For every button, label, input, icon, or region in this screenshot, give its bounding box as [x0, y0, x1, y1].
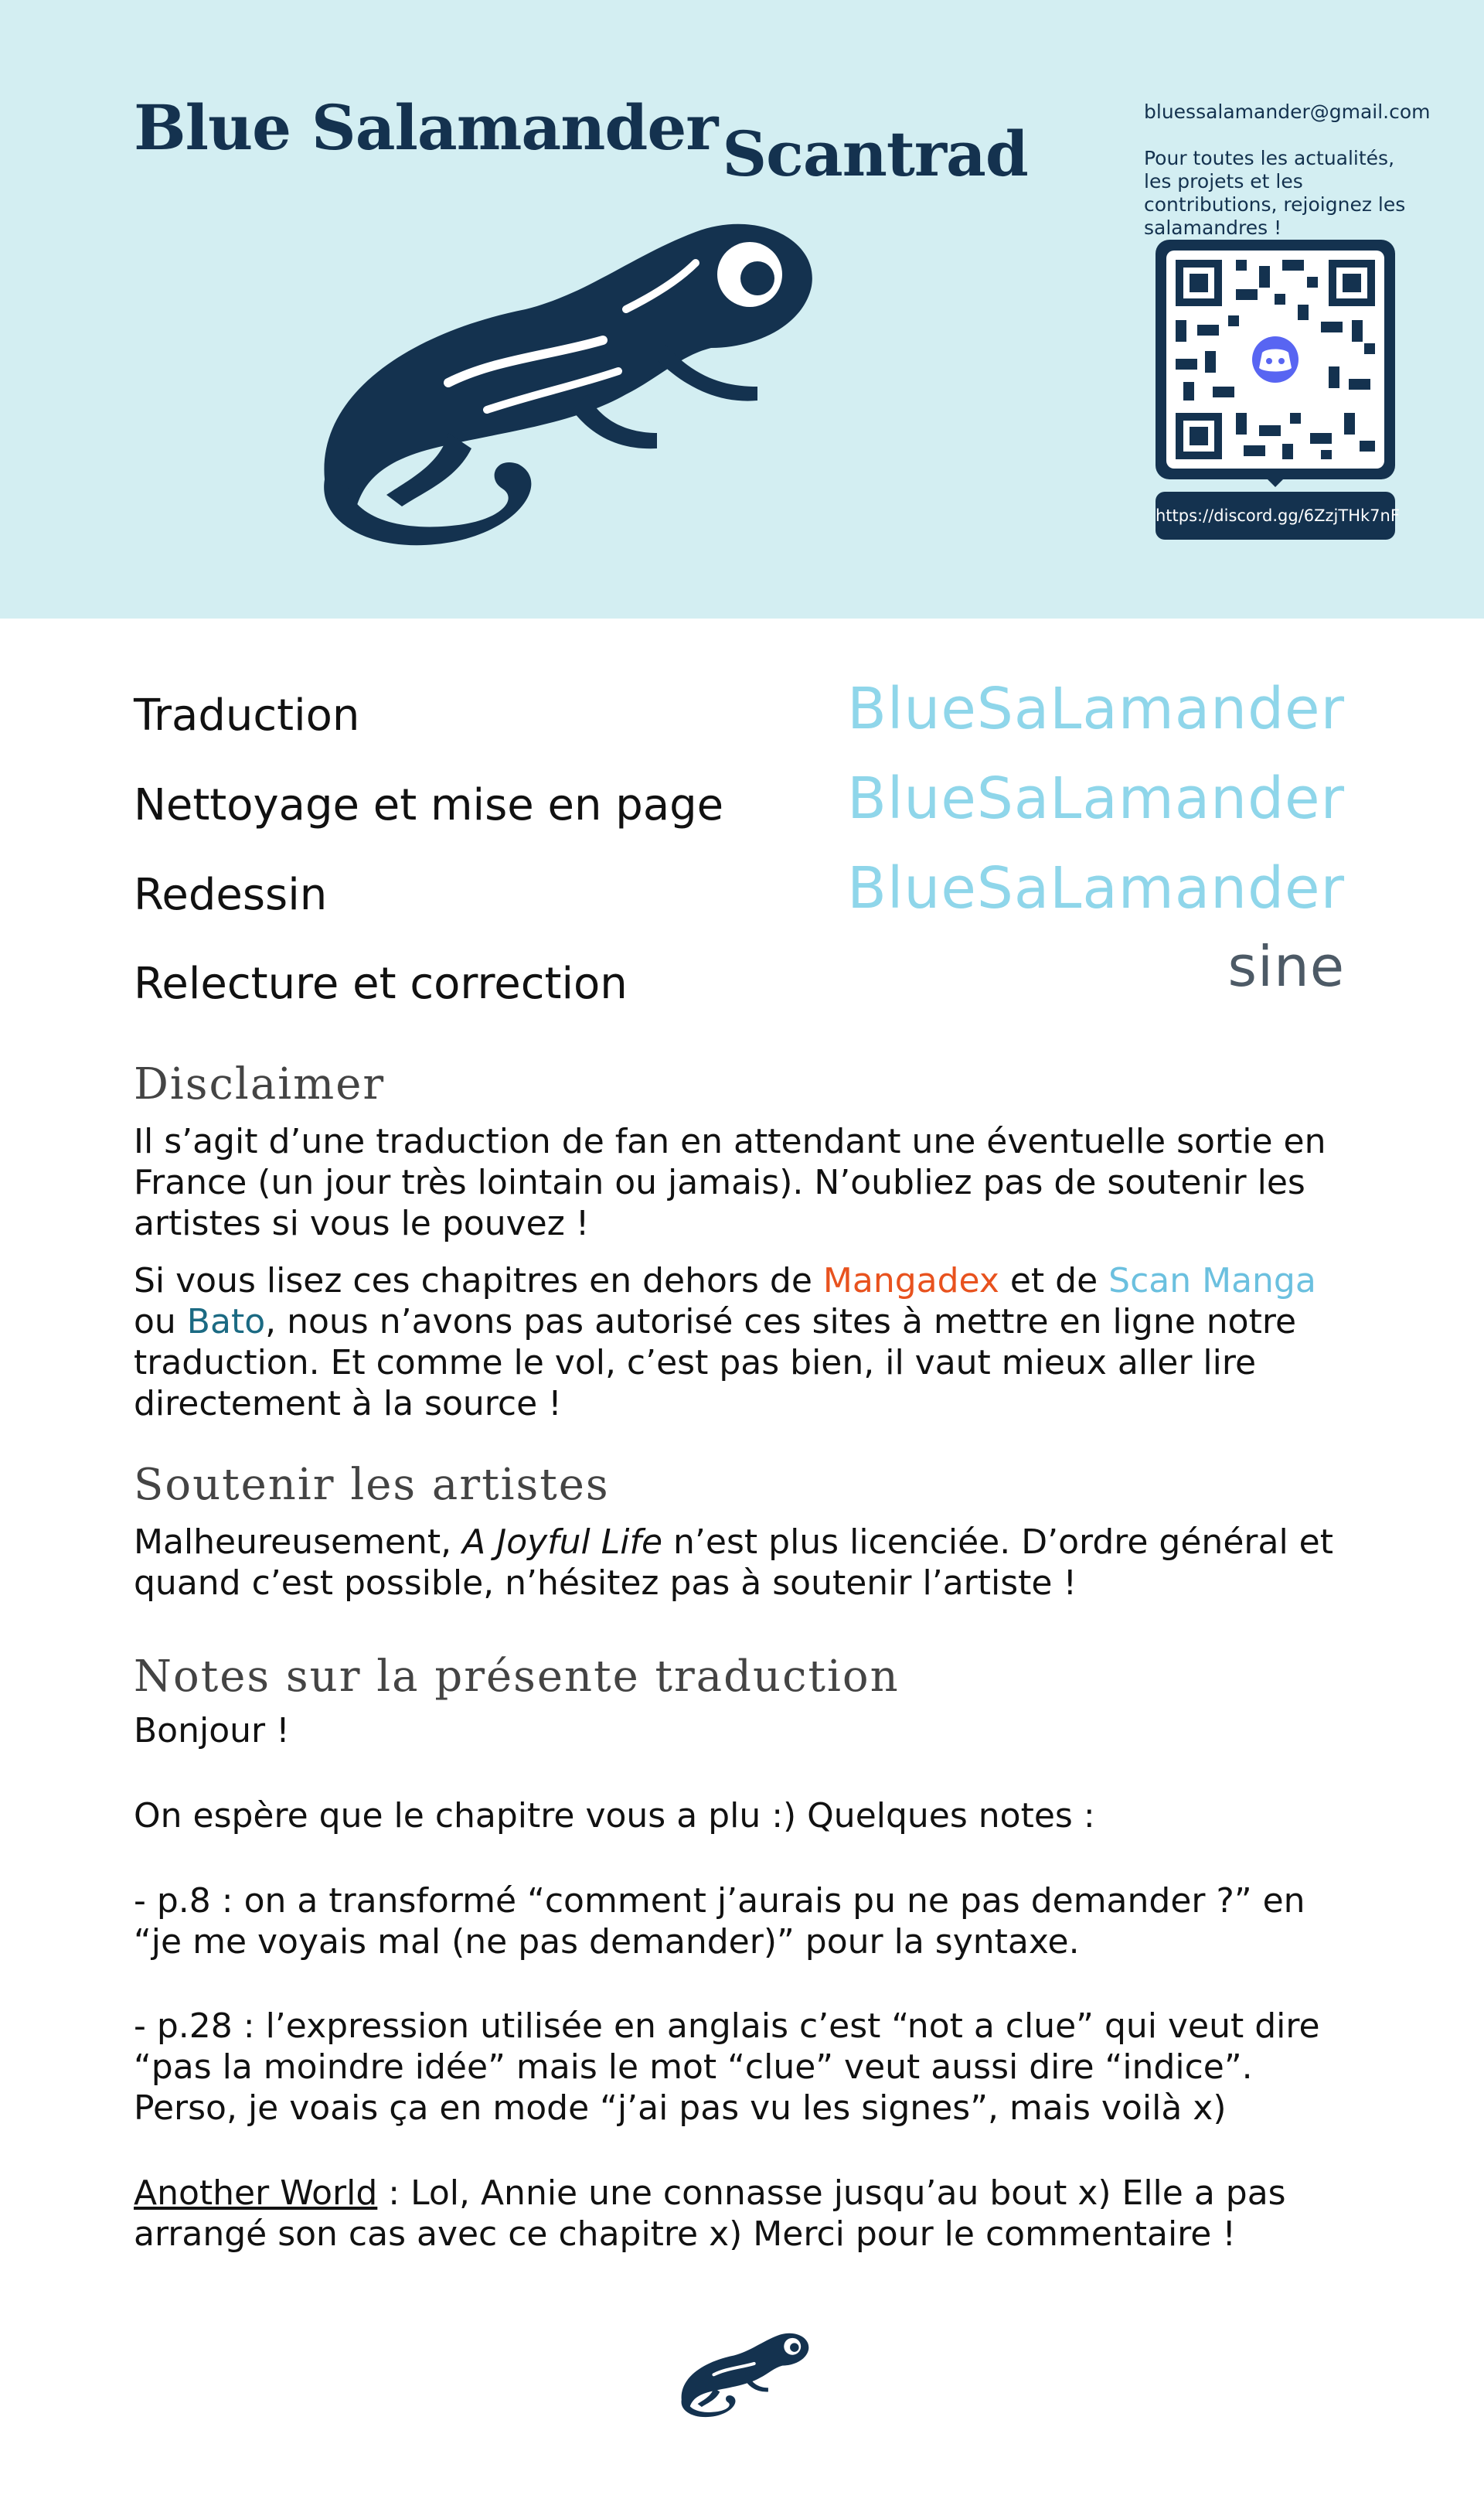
scanmanga-link[interactable]: Scan Manga: [1108, 1261, 1316, 1300]
credit-label-translation: Traduction: [134, 690, 360, 741]
text-span: Malheureusement,: [134, 1522, 463, 1562]
credit-value-translation: BlueSaLamander: [847, 676, 1345, 742]
brand-subtitle: Scantrad: [722, 118, 1028, 190]
note-page-28: - p.28 : l’expression utilisée en anglais c’est “not a clue” qui veut dire “pas la moindre idée” mais le mot “clue” veut aussi dire “indice”. Perso, je voais ça en mode “j’ai pas vu les signes”, mais voilà x): [134, 2006, 1320, 2128]
brand-title: [134, 91, 1028, 190]
notes-intro: On espère que le chapitre vous a plu :) Quelques notes :: [134, 1796, 1095, 1836]
notes-greeting: Bonjour !: [134, 1711, 290, 1750]
text-span: Si vous lisez ces chapitres en dehors de: [134, 1261, 823, 1300]
notes-title: Notes sur la présente traduction: [134, 1652, 900, 1702]
text-span: , nous n’avons pas autorisé ces sites à mettre en ligne notre traduction. Et comme le vol, c’est pas bien, il vaut mieux aller lire directement à la source !: [134, 1302, 1297, 1423]
credit-label-redraw: Redessin: [134, 870, 328, 920]
salamander-footer-icon: [672, 2327, 812, 2420]
text-span: ou: [134, 1302, 187, 1341]
mangadex-link[interactable]: Mangadex: [822, 1261, 999, 1300]
note-page-8: - p.8 : on a transformé “comment j’aurais pu ne pas demander ?” en “je me voyais mal (ne pas demander)” pour la syntaxe.: [134, 1881, 1305, 1962]
support-paragraph: [134, 1522, 1355, 1604]
support-title: Soutenir les artistes: [134, 1460, 610, 1510]
credit-value-redraw: BlueSaLamander: [847, 855, 1345, 922]
disclaimer-paragraph-2: [134, 1260, 1355, 1424]
text-span: : Lol, Annie une connasse jusqu’au bout x) Elle a pas arrangé son cas avec ce chapitre x) Merci pour le commentaire !: [134, 2173, 1286, 2254]
disclaimer-paragraph-1: Il s’agit d’une traduction de fan en attendant une éventuelle sortie en France (un jour très lointain ou jamais). N’oubliez pas de soutenir les artistes si vous le pouvez !: [134, 1122, 1326, 1243]
salamander-logo-icon: [294, 201, 819, 557]
discord-qr-code[interactable]: [1156, 240, 1395, 479]
credit-label-proofreading: Relecture et correction: [134, 959, 628, 1009]
contact-email[interactable]: bluessalamander@gmail.com: [1144, 101, 1431, 123]
series-title: A Joyful Life: [462, 1522, 663, 1562]
text-span: et de: [999, 1261, 1109, 1300]
qr-pointer: [1266, 478, 1285, 487]
qr-code-icon: [1166, 251, 1384, 469]
header-banner: [0, 0, 1484, 619]
disclaimer-title: Disclaimer: [134, 1059, 386, 1110]
brand-name: Blue Salamander: [134, 91, 718, 164]
credit-label-cleaning: Nettoyage et mise en page: [134, 780, 724, 830]
credit-value-cleaning: BlueSaLamander: [847, 765, 1345, 832]
commenter-name: Another World: [134, 2173, 378, 2213]
discord-link[interactable]: https://discord.gg/6ZzjTHk7nF: [1156, 492, 1395, 540]
comment-reply: [134, 2173, 1355, 2255]
discord-tagline: Pour toutes les actualités, les projets et les contributions, rejoignez les salamandres !: [1144, 147, 1406, 239]
credit-value-proofreading: sine: [1227, 934, 1345, 999]
text-span: n’est plus licenciée. D’ordre général et quand c’est possible, n’hésitez pas à soutenir l’artiste !: [134, 1522, 1333, 1603]
bato-link[interactable]: Bato: [186, 1302, 266, 1341]
